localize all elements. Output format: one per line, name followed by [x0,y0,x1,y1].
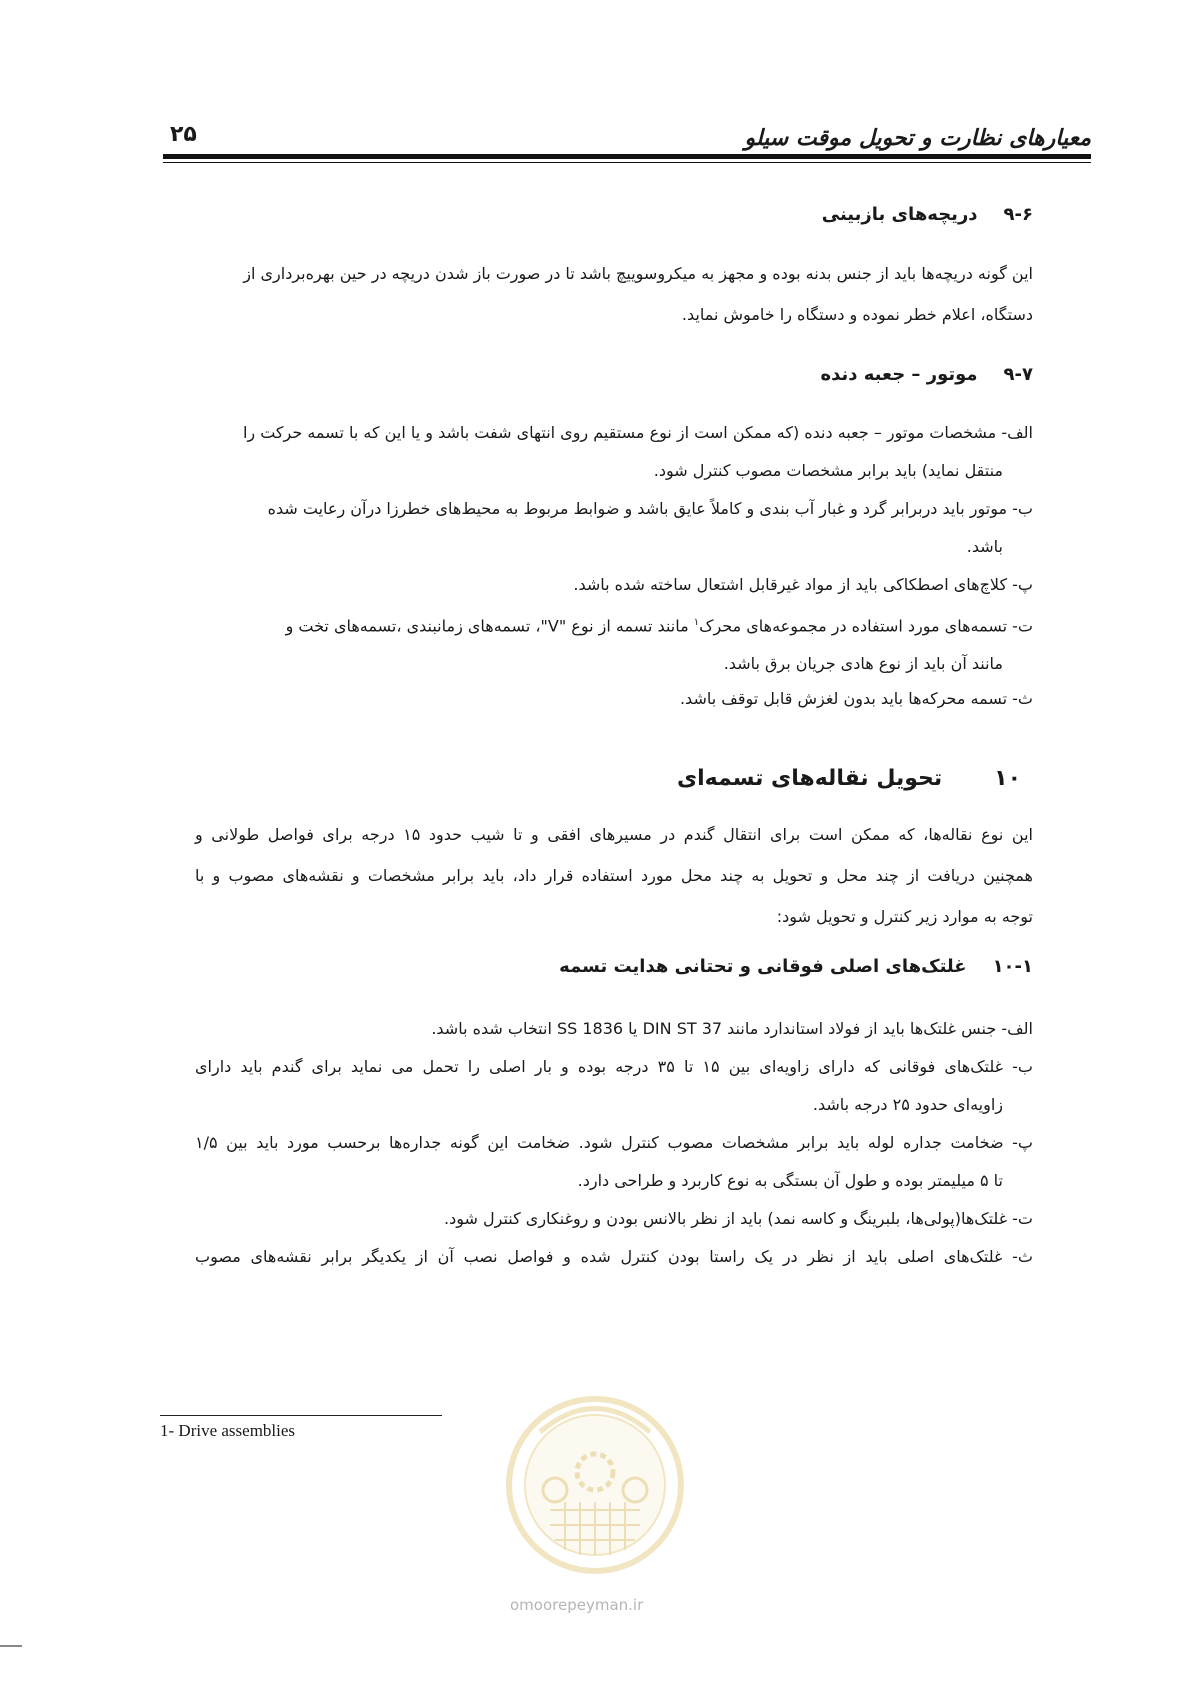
list-item [195,680,1033,718]
item-text: ضخامت جداره لوله باید برابر مشخصات مصوب کنترل شود. ضخامت این گونه جداره‌ها برحسب مورد باید بین ۱/۵ [195,1133,1004,1152]
list-item [195,1200,1033,1238]
list-item [195,1048,1033,1124]
list-item [195,1010,1033,1048]
item-label: ث- [1012,689,1033,708]
chapter-title: تحویل نقاله‌های تسمه‌ای [676,766,943,791]
item-text: غلتک‌های اصلی باید از نظر در یک راستا بودن کنترل شده و فواصل نصب آن از یکدیگر برابر نقشه‌های مصوب [195,1247,1003,1266]
footnote-rule [160,1415,442,1416]
seal-stamp-logo [500,1390,690,1580]
section-number: ۹-۶ [1003,204,1033,225]
item-label: ب- [1012,1057,1033,1076]
item-text: کلاچ‌های اصطکاکی باید از مواد غیرقابل اشتعال ساخته شده باشد. [573,575,1008,594]
paragraph-line: این گونه دریچه‌ها باید از جنس بدنه بوده و مجهز به میکروسوییچ باشد تا در صورت باز شدن دریچه در حین بهره‌برداری از [243,264,1033,283]
page-number: ۲۵ [170,122,197,147]
item-label: ت- [1012,1209,1033,1228]
item-text: تسمه‌های مورد استفاده در مجموعه‌های محرک [699,616,1008,636]
item-label: پ- [1012,1133,1033,1152]
item-text: غلتک‌های فوقانی که دارای زاویه‌ای بین ۱۵ تا ۳۵ درجه بوده و بار اصلی را تحمل می نماید برای گندم باید دارای [195,1057,1004,1076]
item-continuation: باشد. [966,537,1003,556]
item-label: ب- [1012,499,1033,518]
item-continuation: مانند آن باید از نوع هادی جریان برق باشد. [723,654,1003,674]
paragraph-line: این نوع نقاله‌ها، که ممکن است برای انتقال گندم در مسیرهای افقی و تا شیب حدود ۱۵ درجه برای فواصل طولانی و [195,825,1034,844]
list-item [195,414,1033,490]
section-heading-9-7 [820,364,1033,385]
paragraph-line: دستگاه، اعلام خطر نموده و دستگاه را خاموش نماید. [681,305,1033,324]
header-rule-thin [163,162,1091,163]
section-number: ۹-۷ [1003,364,1033,385]
footnote-text: 1- Drive assemblies [160,1421,296,1440]
list-item [195,1238,1033,1276]
footnote-marker: ۱ [693,617,700,628]
item-label: الف- [1001,423,1033,442]
watermark-text: omoorepeyman.ir [510,1596,644,1614]
item-continuation: منتقل نماید) باید برابر مشخصات مصوب کنترل شود. [653,461,1003,480]
paragraph-10 [195,814,1033,937]
item-label: ت- [1012,616,1033,636]
section-number: ۱۰-۱ [992,956,1033,977]
item-text: مشخصات موتور – جعبه دنده (که ممکن است از نوع مستقیم روی انتهای شفت باشد و یا این که با تسمه حرکت را [242,423,997,442]
list-item [195,490,1033,566]
item-text: موتور باید دربرابر گرد و غبار آب بندی و کاملاً عایق باشد و ضوابط مربوط به محیط‌های خطرزا درآن رعایت شده [267,499,1008,518]
paragraph-9-6 [195,253,1033,335]
paragraph-line: همچنین دریافت از چند محل و تحویل به چند محل مورد استفاده قرار داد، باید برابر مشخصات و نقشه‌های مصوب و با [195,866,1033,885]
list-item [195,566,1033,604]
section-title: دریچه‌های بازبینی [821,204,978,225]
list-item [195,1124,1033,1200]
paragraph-line: توجه به موارد زیر کنترل و تحویل شود: [776,907,1033,926]
item-continuation: زاویه‌ای حدود ۲۵ درجه باشد. [812,1095,1003,1114]
list-item [195,604,1033,683]
chapter-heading-10 [677,766,1021,791]
running-header-title: معیارهای نظارت و تحویل موقت سیلو [744,126,1091,151]
item-label: ث- [1012,1247,1033,1266]
item-text: تسمه محرکه‌ها باید بدون لغزش قابل توقف باشد. [679,689,1008,708]
section-title: موتور – جعبه دنده [820,364,978,385]
section-heading-10-1 [559,956,1033,977]
chapter-number: ۱۰ [994,766,1021,791]
header-rule-thick [163,154,1091,159]
section-title: غلتک‌های اصلی فوقانی و تحتانی هدایت تسمه [559,956,967,977]
item-label: پ- [1012,575,1033,594]
item-continuation: تا ۵ میلیمتر بوده و طول آن بستگی به نوع کاربرد و طراحی دارد. [577,1171,1003,1190]
section-heading-9-6 [822,204,1033,225]
item-text: مانند تسمه از نوع "V"، تسمه‌های زمانبندی ،تسمه‌های تخت و [285,616,694,636]
item-text: غلتک‌ها(پولی‌ها، بلبرینگ و کاسه نمد) باید از نظر بالانس بودن و روغنکاری کنترل شود. [444,1209,1008,1228]
scan-edge-mark [0,1645,22,1647]
item-text: جنس غلتک‌ها باید از فولاد استاندارد مانند DIN ST 37 یا SS 1836 انتخاب شده باشد. [431,1019,997,1038]
item-label: الف- [1001,1019,1033,1038]
